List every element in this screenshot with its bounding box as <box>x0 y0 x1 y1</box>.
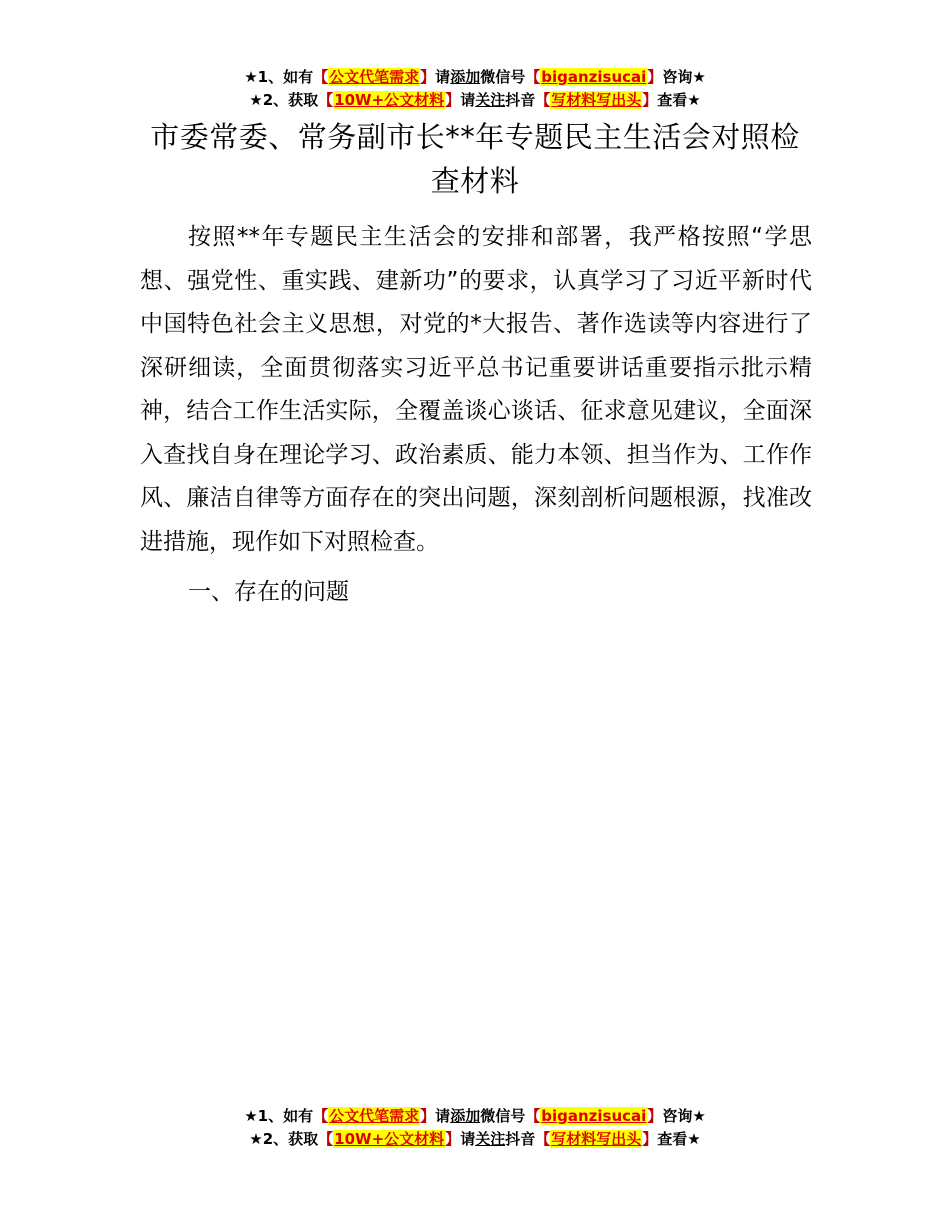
highlight-service: 公文代笔需求 <box>329 68 420 86</box>
banner-line-2 <box>0 89 950 112</box>
banner-line-2 <box>0 1128 950 1151</box>
bracket-open: 【 <box>525 1107 541 1125</box>
highlight-wechat-id: biganzisucai <box>541 68 647 86</box>
banner-prefix: ★2、获取 <box>249 1130 319 1148</box>
bracket-open: 【 <box>318 1130 334 1148</box>
banner-text: 微信号 <box>480 1107 526 1125</box>
banner-underlined-text: 添加 <box>450 1107 481 1125</box>
promo-banner-bottom <box>0 1105 950 1151</box>
bracket-close: 】 <box>642 91 658 109</box>
banner-suffix: 咨询★ <box>662 68 706 86</box>
bracket-open: 【 <box>318 91 334 109</box>
bracket-open: 【 <box>525 68 541 86</box>
banner-suffix: 咨询★ <box>662 1107 706 1125</box>
bracket-open: 【 <box>313 1107 329 1125</box>
highlight-douyin-account: 写材料写出头 <box>551 1130 642 1148</box>
section-heading: 一、存在的问题 <box>188 579 349 605</box>
banner-text: 抖音 <box>505 91 536 109</box>
highlight-wechat-id: biganzisucai <box>541 1107 647 1125</box>
banner-line-1 <box>0 1105 950 1128</box>
banner-suffix: 查看★ <box>657 1130 701 1148</box>
bracket-close: 】 <box>647 1107 663 1125</box>
banner-line-1 <box>0 66 950 89</box>
bracket-close: 】 <box>642 1130 658 1148</box>
bracket-close: 】 <box>420 1107 436 1125</box>
body-paragraph: 按照**年专题民主生活会的安排和部署，我严格按照“学思想、强党性、重实践、建新功”的要求，认真学习了习近平新时代中国特色社会主义思想，对党的*大报告、著作选读等内容进行了深研细读，全面贯彻落实习近平总书记重要讲话重要指示批示精神，结合工作生活实际，全覆盖谈心谈话、征求意见建议，全面深入查找自身在理论学习、政治素质、能力本领、担当作为、工作作风、廉洁自律等方面存在的突出问题，深刻剖析问题根源，找准改进措施，现作如下对照检查。 <box>140 224 812 555</box>
bracket-close: 】 <box>445 1130 461 1148</box>
banner-prefix: ★1、如有 <box>244 68 314 86</box>
bracket-close: 】 <box>445 91 461 109</box>
promo-banner-top <box>0 66 950 112</box>
banner-underlined-text: 关注 <box>475 91 506 109</box>
highlight-materials: 10W+公文材料 <box>334 91 445 109</box>
bracket-open: 【 <box>535 1130 551 1148</box>
bracket-open: 【 <box>313 68 329 86</box>
highlight-materials: 10W+公文材料 <box>334 1130 445 1148</box>
banner-prefix: ★1、如有 <box>244 1107 314 1125</box>
banner-prefix: ★2、获取 <box>249 91 319 109</box>
banner-suffix: 查看★ <box>657 91 701 109</box>
bracket-close: 】 <box>420 68 436 86</box>
banner-text: 抖音 <box>505 1130 536 1148</box>
banner-text: 请 <box>435 1107 451 1125</box>
banner-text: 请 <box>460 91 476 109</box>
highlight-douyin-account: 写材料写出头 <box>551 91 642 109</box>
bracket-close: 】 <box>647 68 663 86</box>
banner-underlined-text: 关注 <box>475 1130 506 1148</box>
document-title: 市委常委、常务副市长**年专题民主生活会对照检查材料 <box>150 120 800 198</box>
bracket-open: 【 <box>535 91 551 109</box>
banner-text: 微信号 <box>480 68 526 86</box>
highlight-service: 公文代笔需求 <box>329 1107 420 1125</box>
banner-underlined-text: 添加 <box>450 68 481 86</box>
banner-text: 请 <box>435 68 451 86</box>
banner-text: 请 <box>460 1130 476 1148</box>
